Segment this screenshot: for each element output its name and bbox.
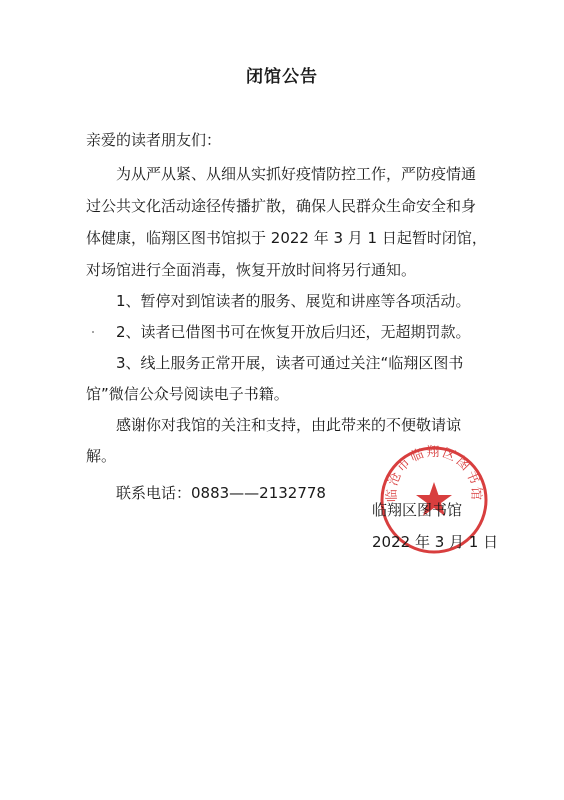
list-item: 3、线上服务正常开展，读者可通过关注“临翔区图书 bbox=[116, 354, 464, 372]
paragraph-line: 体健康，临翔区图书馆拟于 2022 年 3 月 1 日起暂时闭馆， bbox=[86, 229, 487, 247]
greeting: 亲爱的读者朋友们： bbox=[86, 131, 222, 149]
signature-org: 临翔区图书馆 bbox=[372, 501, 463, 519]
scan-dot bbox=[92, 331, 94, 333]
signature-date: 2022 年 3 月 1 日 bbox=[372, 533, 499, 551]
list-item: 2、读者已借图书可在恢复开放后归还，无超期罚款。 bbox=[116, 323, 471, 341]
paragraph-line: 为从严从紧、从细从实抓好疫情防控工作，严防疫情通 bbox=[116, 165, 477, 183]
thanks-line: 感谢你对我馆的关注和支持，由此带来的不便敬请谅 bbox=[116, 416, 462, 434]
list-item: 1、暂停对到馆读者的服务、展览和讲座等各项活动。 bbox=[116, 292, 471, 310]
seal-text: 临沧市临翔区图书馆 bbox=[384, 444, 484, 503]
notice-title: 闭馆公告 bbox=[246, 67, 318, 87]
list-item-continued: 馆”微信公众号阅读电子书籍。 bbox=[86, 385, 289, 403]
paragraph-line: 对场馆进行全面消毒，恢复开放时间将另行通知。 bbox=[86, 261, 417, 279]
contact-phone: 联系电话：0883——2132778 bbox=[116, 484, 326, 502]
paragraph-line: 过公共文化活动途径传播扩散，确保人民群众生命安全和身 bbox=[86, 197, 477, 215]
thanks-line: 解。 bbox=[86, 447, 117, 465]
